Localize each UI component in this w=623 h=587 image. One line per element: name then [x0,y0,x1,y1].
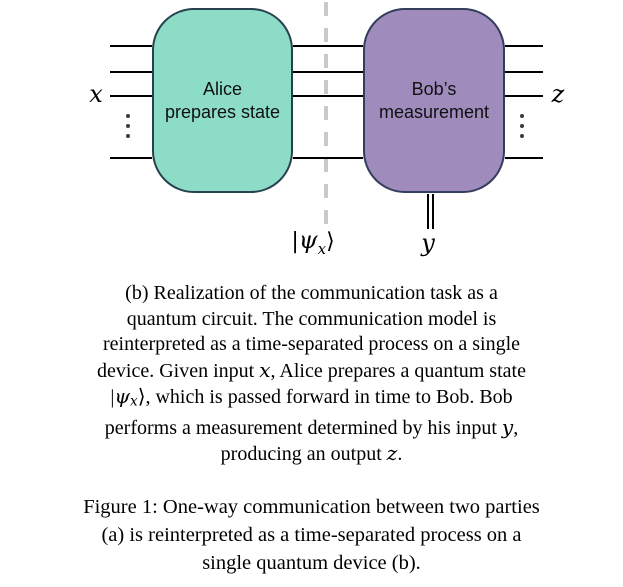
caption-line: (a) is reinterpreted as a time-separated process on a [101,524,522,546]
quantum-wire [505,157,543,159]
quantum-wire [293,157,363,159]
dashed-time-separator [324,2,328,228]
caption-line: Figure 1: One-way communication between two parties [83,496,540,518]
caption-line: (b) Realization of the communication task as a [125,282,498,304]
dot [520,114,524,118]
caption-line: reinterpreted as a time-separated process on a single [102,333,521,355]
alice-box-label-line2: prepares state [164,101,281,122]
alice-box-label-line1: Alice [202,78,242,99]
output-z-label: z [551,80,565,108]
caption-line: quantum circuit. The communication model is [126,307,497,330]
bob-box [363,8,505,193]
subcaption [0,281,623,468]
input-y-label: y [421,229,435,257]
ket-bar: | [291,229,299,254]
bob-box-label-line1: Bob’s [411,78,457,99]
caption-line: device. Given input x, Alice prepares a quantum state [97,357,526,382]
alice-box-label [165,78,280,124]
dot [126,134,130,138]
quantum-wire [293,45,363,47]
psi-glyph: ψ [298,226,318,254]
dot [126,114,130,118]
alice-box [152,8,293,193]
state-psi-label [281,226,345,263]
quantum-wire [293,71,363,73]
dot [520,134,524,138]
caption-line: performs a measurement determined by his input y, [104,414,519,439]
quantum-wire [110,95,152,97]
dot [126,124,130,128]
quantum-wire [110,45,152,47]
classical-y-wire [427,194,434,229]
quantum-wire [110,71,152,73]
ellipsis-dots-left [126,114,130,138]
quantum-wire [293,95,363,97]
psi-subscript: x [317,239,327,258]
ellipsis-dots-right [520,114,524,138]
bob-box-label [379,78,489,124]
quantum-wire [505,95,543,97]
caption-line: |ψx⟩, which is passed forward in time to Bob. Bob [110,384,513,410]
input-x-label: x [89,80,103,108]
caption-line: single quantum device (b). [202,552,421,574]
bob-box-label-line2: measurement [378,101,490,122]
caption-line: producing an output z. [220,441,403,466]
dot [520,124,524,128]
quantum-wire [505,71,543,73]
quantum-wire [505,45,543,47]
figure-caption [0,493,623,577]
quantum-wire [110,157,152,159]
ket-bracket: ⟩ [326,229,335,254]
